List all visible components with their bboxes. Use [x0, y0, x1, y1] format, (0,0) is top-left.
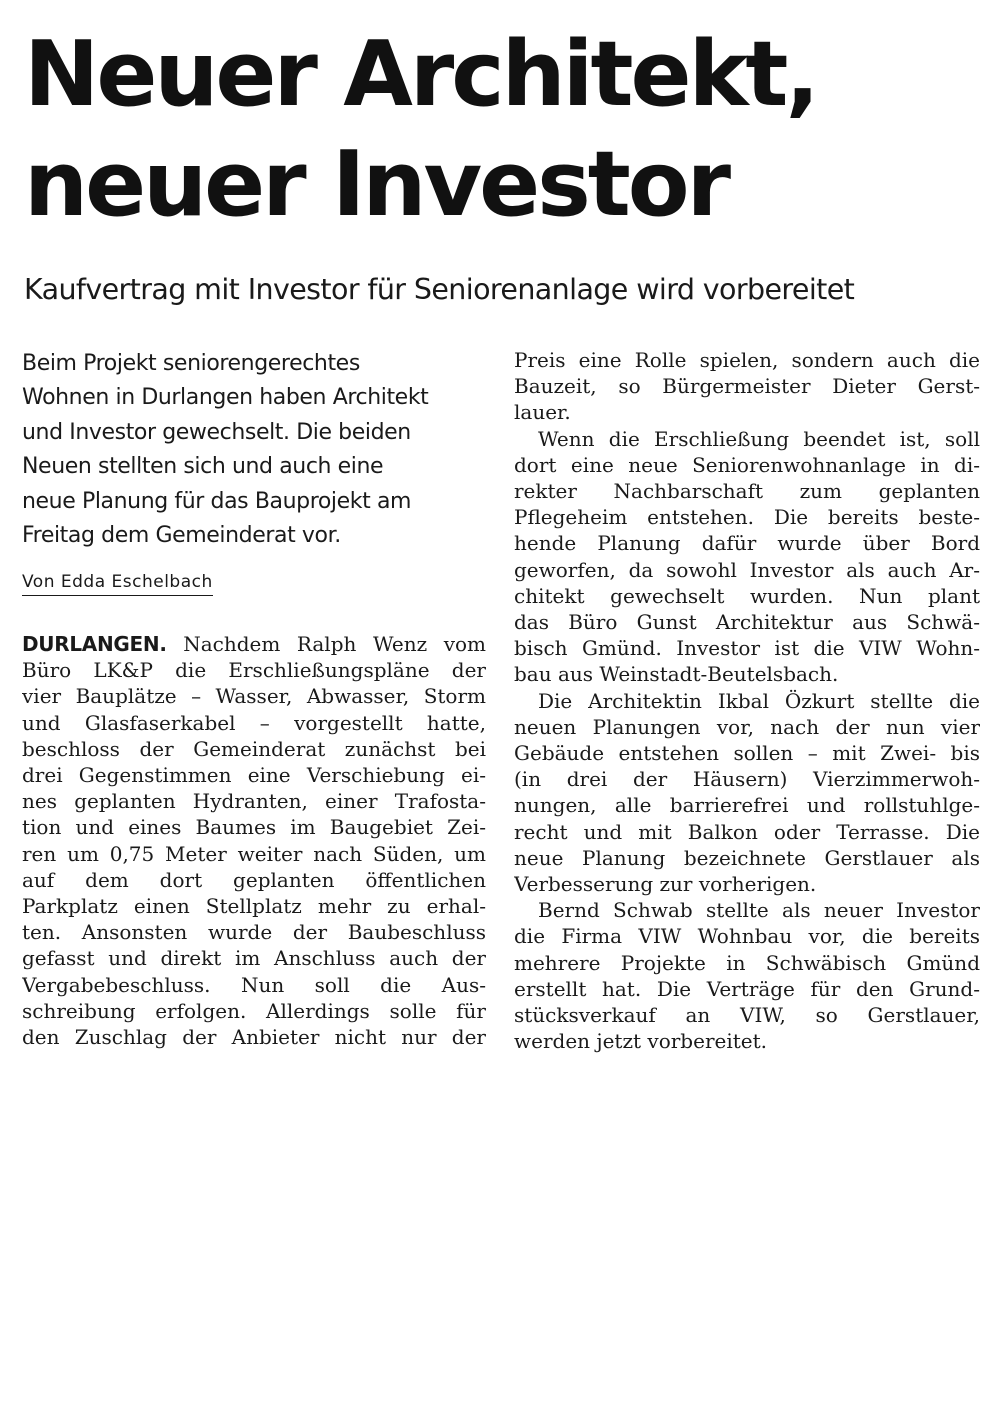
- body-line: recht und mit Balkon oder Terrasse. Die: [514, 819, 980, 844]
- body-line: den Zuschlag der Anbieter nicht nur der: [22, 1025, 486, 1050]
- headline: [24, 20, 984, 240]
- body-line: auf dem dort geplanten öffentlichen: [22, 867, 486, 892]
- body-line: mehrere Projekte in Schwäbisch Gmünd: [514, 950, 980, 975]
- dateline: DURLANGEN.: [22, 632, 167, 656]
- body-line: Bauzeit, so Bürgermeister Dieter Gerst-: [514, 374, 980, 399]
- body-line: (in drei der Häusern) Vierzimmerwoh-: [514, 767, 980, 792]
- body-line: ren um 0,75 Meter weiter nach Süden, um: [22, 841, 486, 866]
- body-line: hende Planung dafür wurde über Bord: [514, 531, 980, 556]
- body-line: Preis eine Rolle spielen, sondern auch die: [514, 348, 980, 372]
- body-line: und Glasfaserkabel – vorgestellt hatte,: [22, 710, 486, 735]
- body-line: vier Bauplätze – Wasser, Abwasser, Storm: [22, 684, 486, 709]
- body-column-left: [22, 631, 486, 1050]
- body-column-right: [514, 347, 980, 1054]
- headline-line: Neuer Architekt,: [24, 22, 817, 127]
- lead-line: Neuen stellten sich und auch eine: [22, 454, 384, 480]
- body-line: Büro LK&P die Erschließungspläne der: [22, 658, 486, 683]
- body-line: chitekt gewechselt wurden. Nun plant: [514, 583, 980, 608]
- body-line: schreibung erfolgen. Allerdings solle für: [22, 998, 486, 1023]
- body-line: tion und eines Baumes im Baugebiet Zei-: [22, 815, 486, 840]
- byline: Von Edda Eschelbach: [22, 570, 213, 596]
- body-line: dort eine neue Seniorenwohnanlage in di-: [514, 452, 980, 477]
- body-line: gefasst und direkt im Anschluss auch der: [22, 946, 486, 971]
- body-line: Die Architektin Ikbal Özkurt stellte die: [538, 688, 980, 713]
- body-line: Verbesserung zur vorherigen.: [514, 872, 817, 897]
- subheadline: Kaufvertrag mit Investor für Seniorenanlage wird vorbereitet: [24, 273, 855, 306]
- body-line: das Büro Gunst Architektur aus Schwä-: [514, 610, 980, 635]
- body-line: ten. Ansonsten wurde der Baubeschluss: [22, 920, 486, 945]
- body-line: werden jetzt vorbereitet.: [514, 1029, 767, 1054]
- body-line: bau aus Weinstadt-Beutelsbach.: [514, 662, 839, 687]
- body-line: neuen Planungen vor, nach der nun vier: [514, 714, 980, 739]
- body-line: Gebäude entstehen sollen – mit Zwei- bis: [514, 741, 980, 766]
- body-line: lauer.: [514, 400, 571, 425]
- body-line: nes geplanten Hydranten, einer Trafosta-: [22, 789, 486, 814]
- lead-line: Wohnen in Durlangen haben Architekt: [22, 385, 429, 411]
- body-line: geworfen, da sowohl Investor als auch Ar-: [514, 557, 980, 582]
- body-line: die Firma VIW Wohnbau vor, die bereits: [514, 924, 980, 949]
- body-line: Parkplatz einen Stellplatz mehr zu erhal-: [22, 894, 486, 919]
- body-line: rekter Nachbarschaft zum geplanten: [514, 479, 980, 504]
- lead-line: Freitag dem Gemeinderat vor.: [22, 523, 341, 549]
- body-line: bisch Gmünd. Investor ist die VIW Wohn-: [514, 636, 980, 661]
- body-line: neue Planung bezeichnete Gerstlauer als: [514, 845, 980, 870]
- body-line: erstellt hat. Die Verträge für den Grund-: [514, 976, 980, 1001]
- body-line: nungen, alle barrierefrei und rollstuhlge-: [514, 793, 980, 818]
- body-line: Bernd Schwab stellte als neuer Investor: [538, 898, 980, 923]
- lead-line: Beim Projekt seniorengerechtes: [22, 351, 360, 376]
- body-line: beschloss der Gemeinderat zunächst bei: [22, 736, 486, 761]
- body-line: drei Gegenstimmen eine Verschiebung ei-: [22, 763, 486, 788]
- body-line: Vergabebeschluss. Nun soll die Aus-: [22, 972, 486, 997]
- lead-paragraph: [22, 347, 482, 553]
- headline-line: neuer Investor: [24, 132, 729, 237]
- lead-line: und Investor gewechselt. Die beiden: [22, 419, 411, 445]
- lead-line: neue Planung für das Bauprojekt am: [22, 488, 412, 514]
- body-line: stücksverkauf an VIW, so Gerstlauer,: [514, 1003, 980, 1028]
- body-text: Nachdem Ralph Wenz vom: [166, 632, 486, 656]
- body-line: Wenn die Erschließung beendet ist, soll: [538, 426, 980, 451]
- body-line: [22, 631, 486, 657]
- body-line: Pflegeheim entstehen. Die bereits beste-: [514, 505, 980, 530]
